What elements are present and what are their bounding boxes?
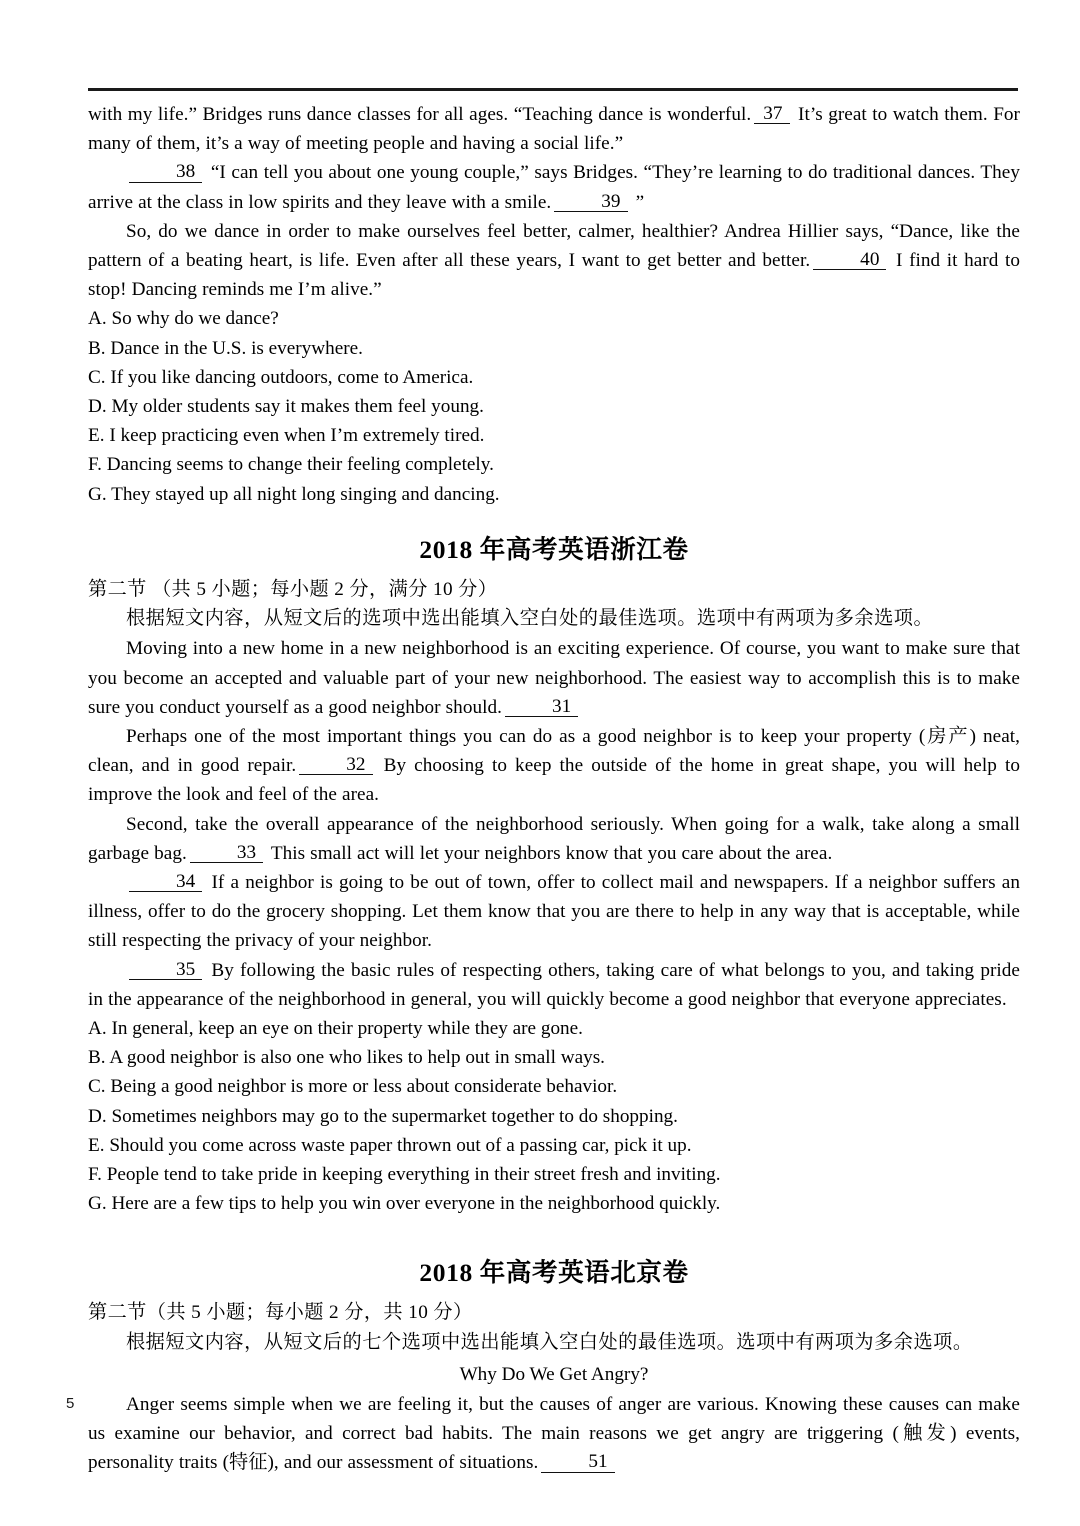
answer-blank-31: 31	[505, 697, 578, 717]
paragraph-text: By following the basic rules of respecting others, taking care of what belongs to you, and taking pride in the appearance of the neighborhood in general, you will quickly become a good neighbor that everyone appreciates.	[88, 959, 1020, 1010]
page-number: 5	[66, 1395, 75, 1412]
option-item: A. So why do we dance?	[88, 308, 279, 330]
answer-blank-51: 51	[541, 1452, 614, 1472]
section-heading-beijing: 第二节（共 5 小题；每小题 2 分，共 10 分）	[88, 1302, 473, 1324]
passage-zhejiang	[88, 634, 1020, 1014]
option-item: B. A good neighbor is also one who likes to help out in small ways.	[88, 1047, 605, 1069]
paragraph-text: It’s great to watch them. For many of them, it’s a way of meeting people and having a social life.”	[88, 104, 1020, 155]
option-item: D. Sometimes neighbors may go to the supermarket together to do shopping.	[88, 1105, 678, 1127]
paragraph-35	[88, 956, 1020, 1014]
answer-blank-39: 39	[554, 192, 627, 212]
option-item: G. They stayed up all night long singing and dancing.	[88, 483, 500, 505]
answer-blank-40: 40	[813, 250, 886, 270]
exam-title-zhejiang: 2018 年高考英语浙江卷	[419, 534, 689, 564]
passage-beijing	[88, 1390, 1020, 1478]
option-item: C. Being a good neighbor is more or less about considerate behavior.	[88, 1076, 618, 1098]
option-item: G. Here are a few tips to help you win over everyone in the neighborhood quickly.	[88, 1193, 721, 1215]
paragraph-text: Second, take the overall appearance of the neighborhood seriously. When going for a walk, take along a small garbage bag.	[88, 813, 1020, 864]
article-title-beijing: Why Do We Get Angry?	[459, 1363, 649, 1385]
option-item: A. In general, keep an eye on their property while they are gone.	[88, 1017, 583, 1039]
paragraph-40	[88, 217, 1020, 305]
option-item: F. People tend to take pride in keeping everything in their street fresh and inviting.	[88, 1164, 721, 1185]
answer-blank-37: 37	[754, 104, 789, 124]
options-list-previous	[88, 304, 1020, 508]
paragraph-text: By choosing to keep the outside of the home in great shape, you will help to improve the look and feel of the area.	[88, 755, 1021, 806]
options-list-zhejiang	[88, 1014, 1020, 1218]
paragraph-text: Perhaps one of the most important things you can do as a good neighbor is to keep your property (房产) neat, clean, and in good repair.	[88, 725, 1020, 777]
paragraph-31	[88, 634, 1020, 722]
paragraph-text: Anger seems simple when we are feeling it, but the causes of anger are various. Knowing these causes can make us examine our behavior, and correct bad habits. The main reasons we get angry are triggering (触发) events, personality traits (特征), and our assessment of situations.	[88, 1393, 1020, 1474]
option-item: F. Dancing seems to change their feeling completely.	[88, 454, 494, 476]
answer-blank-34: 34	[129, 872, 202, 892]
paragraph-51	[88, 1390, 1020, 1478]
answer-blank-33: 33	[190, 843, 263, 863]
paragraph-32	[88, 722, 1020, 810]
exam-title-beijing: 2018 年高考英语北京卷	[419, 1258, 689, 1288]
paragraph-33	[88, 810, 1020, 868]
section-heading-zhejiang: 第二节 （共 5 小题；每小题 2 分，满分 10 分）	[88, 578, 498, 600]
paragraph-37	[88, 100, 1020, 158]
section-instruction-zhejiang: 根据短文内容，从短文后的选项中选出能填入空白处的最佳选项。选项中有两项为多余选项。	[126, 608, 934, 630]
paragraph-text: So, do we dance in order to make ourselves feel better, calmer, healthier? Andrea Hillier says, “Dance, like the pattern of a beating heart, is life. Even after all these years, I want to get better and better.	[88, 220, 1020, 272]
paragraph-text: with my life.” Bridges runs dance classes for all ages. “Teaching dance is wonderful.	[88, 104, 752, 125]
answer-blank-38: 38	[129, 162, 202, 182]
answer-blank-32: 32	[299, 755, 372, 775]
paragraph-text: I find it hard to stop! Dancing reminds me I’m alive.”	[88, 250, 1020, 301]
paragraph-38	[88, 158, 1020, 216]
option-item: C. If you like dancing outdoors, come to America.	[88, 366, 474, 388]
option-item: B. Dance in the U.S. is everywhere.	[88, 337, 363, 359]
paragraph-text: ”	[635, 191, 645, 213]
paragraph-text: Moving into a new home in a new neighborhood is an exciting experience. Of course, you want to make sure that you become an accepted and valuable part of your new neighborhood. The easiest way to accomplish this is to make sure you conduct yourself as a good neighbor should.	[88, 638, 1020, 718]
page-content	[88, 88, 1020, 1478]
header-rule-divider	[88, 88, 1018, 91]
answer-blank-35: 35	[129, 960, 202, 980]
option-item: E. Should you come across waste paper thrown out of a passing car, pick it up.	[88, 1134, 692, 1156]
paragraph-text: “I can tell you about one young couple,” says Bridges. “They’re learning to do traditional dances. They arrive at the class in low spirits and they leave with a smile.	[88, 162, 1020, 213]
paragraph-text: This small act will let your neighbors know that you care about the area.	[270, 842, 833, 864]
paragraph-text: If a neighbor is going to be out of town, offer to collect mail and newspapers. If a neighbor suffers an illness, offer to do the grocery shopping. Let them know that you are there to help in any way that is acceptable, while still respecting the privacy of your neighbor.	[88, 871, 1020, 952]
section-instruction-beijing: 根据短文内容，从短文后的七个选项中选出能填入空白处的最佳选项。选项中有两项为多余选项。	[126, 1331, 973, 1353]
passage-continuation	[88, 100, 1020, 304]
option-item: D. My older students say it makes them feel young.	[88, 396, 484, 418]
paragraph-34	[88, 868, 1020, 956]
option-item: E. I keep practicing even when I’m extremely tired.	[88, 425, 485, 447]
